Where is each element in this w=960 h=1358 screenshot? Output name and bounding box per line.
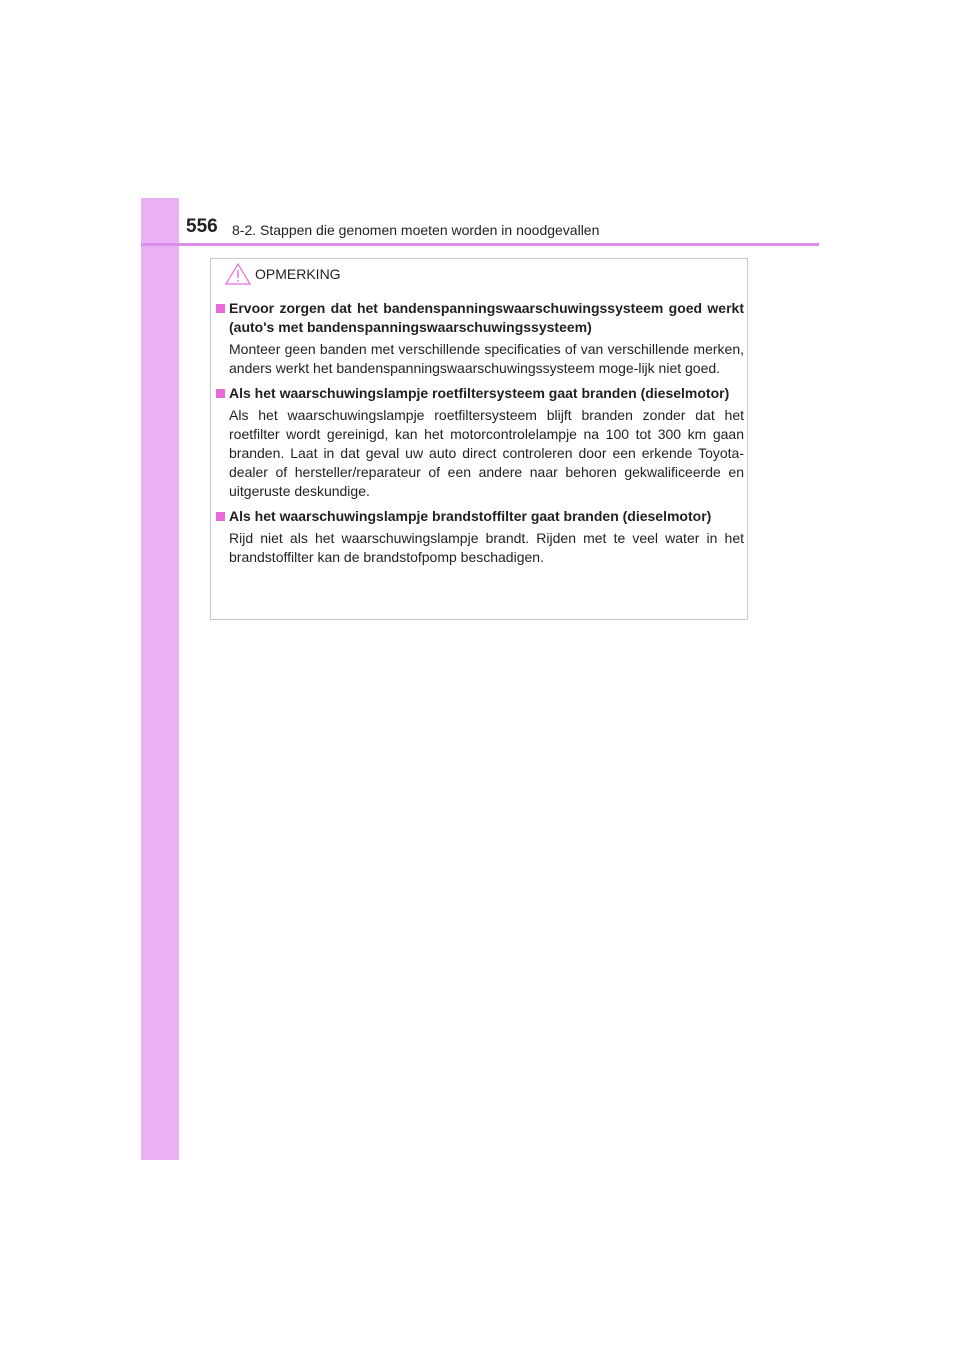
section-title: 8-2. Stappen die genomen moeten worden in noodgevallen [232,222,600,238]
notice-item [216,299,744,378]
notice-item [216,384,744,501]
square-bullet-icon [216,389,225,398]
square-bullet-icon [216,512,225,521]
notice-item-title-text: Ervoor zorgen dat het bandenspanningswaarschuwingssysteem goed werkt (auto's met bandenspanningswaarschuwingssysteem) [229,300,744,335]
notice-item-title [216,507,744,526]
page-number: 556 [186,216,218,237]
notice-item-body: Rijd niet als het waarschuwingslampje brandt. Rijden met te veel water in het brandstoffilter kan de brandstofpomp beschadigen. [229,530,744,565]
notice-box [210,258,748,620]
notice-item-title [216,299,744,337]
notice-header [225,261,341,287]
notice-heading: OPMERKING [255,266,341,282]
notice-item-body: Als het waarschuwingslampje roetfiltersysteem blijft branden zonder dat het roetfilter wordt gereinigd, kan het motorcontrolelampje na 100 tot 300 km gaan branden. Laat in dat geval uw auto direct controleren door een erkende Toyota-dealer of hersteller/reparateur of een andere naar behoren gekwalificeerde en uitgeruste deskundige. [229,407,744,499]
header-rule [141,243,819,246]
square-bullet-icon [216,304,225,313]
notice-item-title-text: Als het waarschuwingslampje roetfiltersysteem gaat branden (dieselmotor) [229,385,730,401]
notice-item-title-text: Als het waarschuwingslampje brandstoffilter gaat branden (dieselmotor) [229,508,712,524]
notice-item [216,507,744,567]
warning-triangle-icon [225,263,251,285]
notice-item-title [216,384,744,403]
notice-item-body: Monteer geen banden met verschillende specificaties of van verschillende merken, anders werkt het bandenspanningswaarschuwingssysteem moge-lijk niet goed. [229,341,744,376]
chapter-side-band [141,198,179,1160]
notice-content [216,299,744,573]
